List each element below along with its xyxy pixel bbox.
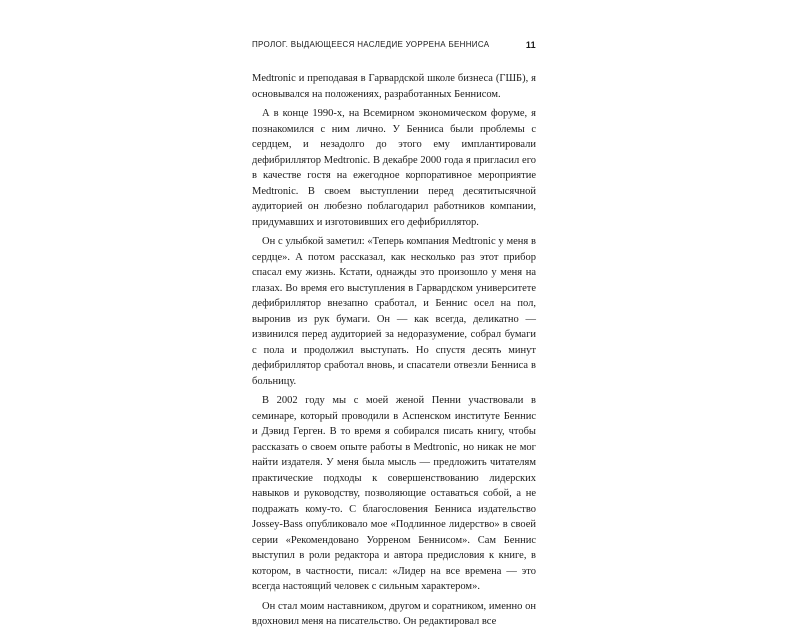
paragraph: Medtronic и преподавая в Гарвардской школе бизнеса (ГШБ), я основывался на положениях, разработанных Беннисом.: [252, 73, 536, 100]
running-head: [252, 40, 536, 54]
body-text: [252, 71, 536, 634]
paragraph: Он стал моим наставником, другом и соратником, именно он вдохновил меня на писательство. Он редактировал все: [252, 600, 536, 627]
paragraph: А в конце 1990-х, на Всемирном экономическом форуме, я познакомился с ним лично. У Бенниса были проблемы с сердцем, и незадолго до этого ему имплантировали дефибриллятор Medtronic. В декабре 2000 года я пригласил его в качестве гостя на ежегодное корпоративное мероприятие Medtronic. В своем выступлении перед десятитысячной аудиторией он любезно поблагодарил работников компании, придумавших и изготовивших его дефибриллятор.: [252, 108, 536, 228]
page-number: 11: [525, 40, 536, 50]
paragraph: В 2002 году мы с моей женой Пенни участвовали в семинаре, который проводили в Аспенском институте Беннис и Дэвид Герген. В то время я собирался писать книгу, чтобы рассказать о своем опыте работы в Medtronic, но никак не мог найти издателя. У меня была мысль — предложить читателям практические подходы к совершенствованию лидерских навыков и руководству, позволяющие оставаться собой, а не подражать кому-то. С благословения Бенниса издательство Jossey-Bass опубликовало мое «Подлинное лидерство» в своей серии «Рекомендовано Уорреном Беннисом». Сам Беннис выступил в роли редактора и автора предисловия к книге, в котором, в частности, писал: «Лидер на все времена — это всегда настоящий человек с сильным характером».: [252, 395, 536, 592]
paragraph: Он с улыбкой заметил: «Теперь компания Medtronic у меня в сердце». А потом рассказал, как несколько раз этот прибор спасал ему жизнь. Кстати, однажды это произошло у меня на глазах. Во время его выступления в Гарвардском университете дефибриллятор внезапно сработал, и Беннис осел на пол, выронив из рук бумаги. Он — как всегда, деликатно — извинился перед аудиторией за недоразумение, собрал бумаги с пола и продолжил выступать. Но спустя десять минут дефибриллятор сработал вновь, и спасатели отвезли Бенниса в больницу.: [252, 236, 536, 387]
running-title: ПРОЛОГ. ВЫДАЮЩЕЕСЯ НАСЛЕДИЕ УОРРЕНА БЕННИСА: [252, 40, 490, 49]
